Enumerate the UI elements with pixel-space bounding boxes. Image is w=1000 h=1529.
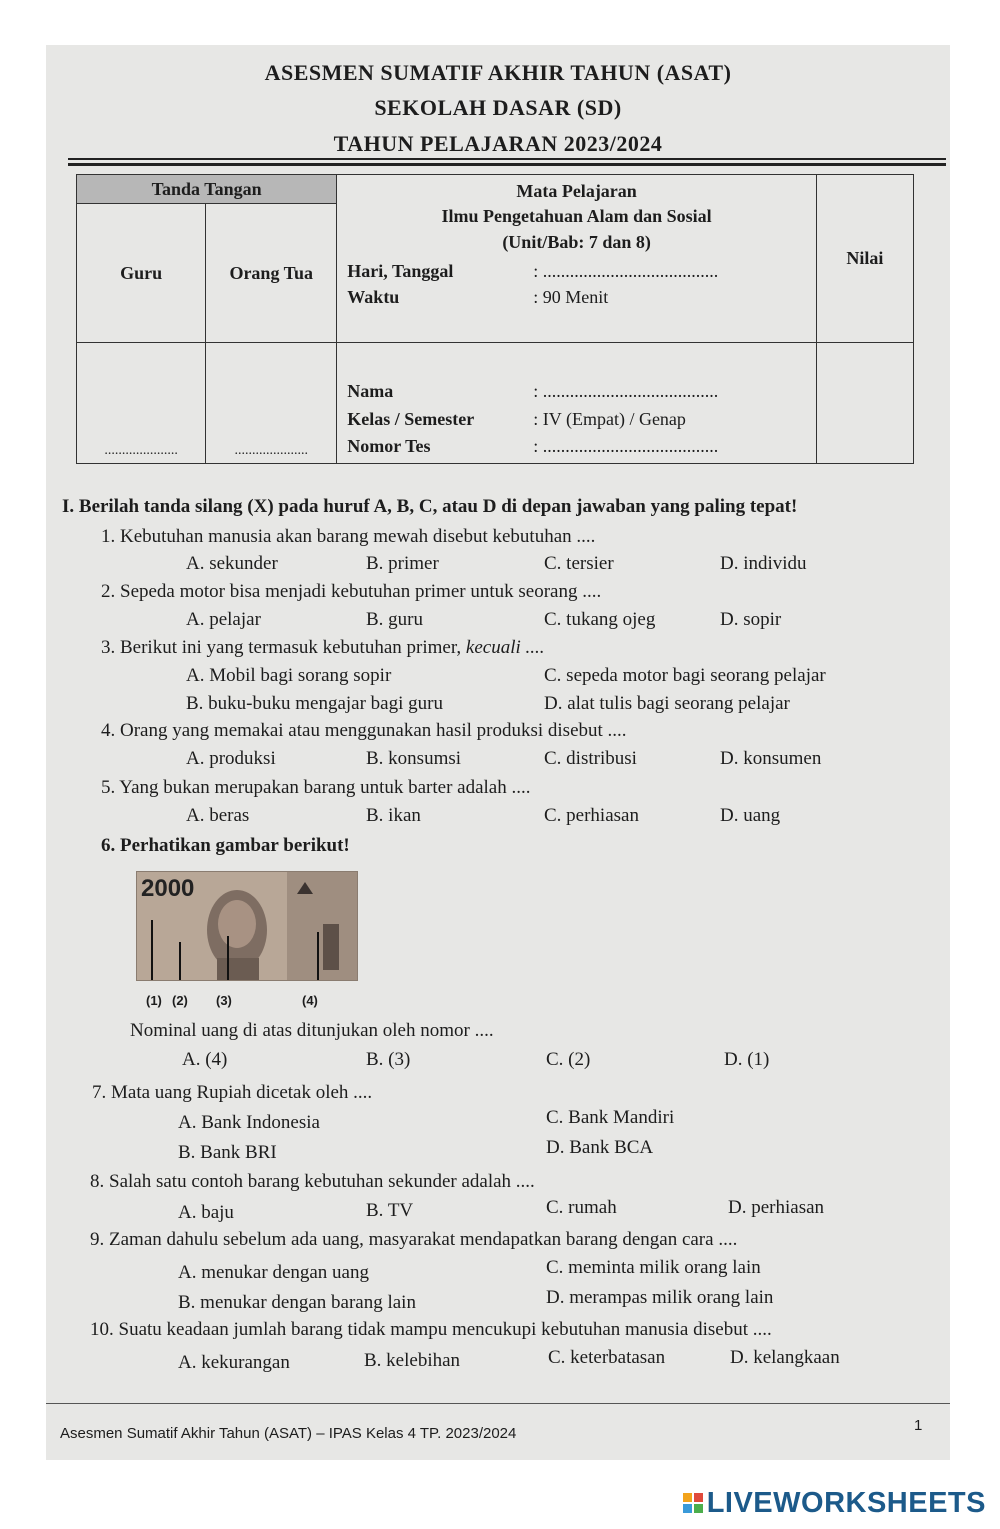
subject-heading: Mata Pelajaran — [516, 181, 637, 201]
q3-option-c[interactable]: C. sepeda motor bagi seorang pelajar — [544, 665, 826, 686]
score-field[interactable] — [816, 343, 913, 464]
q10-option-b[interactable]: B. kelebihan — [364, 1350, 461, 1371]
day-date-field[interactable]: : ....................................... — [533, 261, 719, 281]
banknote-denomination: 2000 — [141, 875, 195, 902]
q7-option-b[interactable]: B. Bank BRI — [178, 1142, 277, 1163]
subject-cell — [337, 175, 817, 343]
test-number-field[interactable]: : ....................................... — [533, 436, 719, 456]
class-semester-label: Kelas / Semester — [347, 409, 475, 429]
question-8: 8. Salah satu contoh barang kebutuhan sekunder adalah .... — [90, 1171, 535, 1192]
question-10: 10. Suatu keadaan jumlah barang tidak mampu mencukupi kebutuhan manusia disebut .... — [90, 1319, 772, 1340]
unit-label: (Unit/Bab: 7 dan 8) — [502, 232, 651, 252]
q3-option-b[interactable]: B. buku-buku mengajar bagi guru — [186, 693, 443, 714]
question-7: 7. Mata uang Rupiah dicetak oleh .... — [92, 1082, 373, 1103]
label-1: (1) — [146, 993, 162, 1008]
q2-option-a[interactable]: A. pelajar — [186, 609, 261, 630]
question-6-stem: Nominal uang di atas ditunjukan oleh nomor .... — [130, 1020, 494, 1041]
q4-option-a[interactable]: A. produksi — [186, 748, 276, 769]
pointer-4 — [317, 932, 319, 980]
pointer-1 — [151, 920, 153, 980]
time-label: Waktu — [347, 287, 400, 307]
q8-option-a[interactable]: A. baju — [178, 1202, 234, 1223]
header-rule-top — [68, 158, 946, 160]
title-line-2: SEKOLAH DASAR (SD) — [374, 95, 622, 120]
q7-option-d[interactable]: D. Bank BCA — [546, 1137, 654, 1158]
worksheet-page — [46, 45, 950, 1460]
day-date-label: Hari, Tanggal — [347, 261, 454, 281]
q9-option-d[interactable]: D. merampas milik orang lain — [546, 1287, 774, 1308]
q8-option-c[interactable]: C. rumah — [546, 1197, 617, 1218]
teacher-signature-field[interactable]: ..................... — [77, 343, 206, 464]
title-line-1: ASESMEN SUMATIF AKHIR TAHUN (ASAT) — [264, 60, 732, 85]
signature-header: Tanda Tangan — [77, 175, 337, 204]
q1-option-d[interactable]: D. individu — [720, 553, 807, 574]
student-info-cell — [337, 343, 817, 464]
q4-option-b[interactable]: B. konsumsi — [366, 748, 462, 769]
q7-option-c[interactable]: C. Bank Mandiri — [546, 1107, 675, 1128]
pointer-2 — [179, 942, 181, 980]
name-label: Nama — [347, 381, 394, 401]
question-5: 5. Yang bukan merupakan barang untuk barter adalah .... — [101, 777, 531, 798]
parent-signature-field[interactable]: ..................... — [206, 343, 337, 464]
test-number-label: Nomor Tes — [347, 436, 431, 456]
q1-option-b[interactable]: B. primer — [366, 553, 439, 574]
q4-option-d[interactable]: D. konsumen — [720, 748, 822, 769]
q8-option-d[interactable]: D. perhiasan — [728, 1197, 825, 1218]
identity-table — [76, 174, 914, 464]
liveworksheets-icon — [683, 1490, 705, 1514]
footer-rule — [46, 1403, 950, 1404]
q4-option-c[interactable]: C. distribusi — [544, 748, 637, 769]
pointer-3 — [227, 936, 229, 980]
q8-option-b[interactable]: B. TV — [366, 1200, 414, 1221]
label-4: (4) — [302, 993, 318, 1008]
q2-option-b[interactable]: B. guru — [366, 609, 423, 630]
section-instruction: I. Berilah tanda silang (X) pada huruf A, B, C, atau D di depan jawaban yang paling tepat! — [62, 496, 798, 517]
q9-option-a[interactable]: A. menukar dengan uang — [178, 1262, 369, 1283]
q10-option-c[interactable]: C. keterbatasan — [548, 1347, 666, 1368]
q1-option-c[interactable]: C. tersier — [544, 553, 614, 574]
time-value: : 90 Menit — [533, 287, 609, 307]
q5-option-d[interactable]: D. uang — [720, 805, 781, 826]
q5-option-a[interactable]: A. beras — [186, 805, 250, 826]
q5-option-b[interactable]: B. ikan — [366, 805, 421, 826]
header-rule-bottom — [68, 163, 946, 166]
q6-option-d[interactable]: D. (1) — [724, 1049, 770, 1070]
q7-option-a[interactable]: A. Bank Indonesia — [178, 1112, 320, 1133]
q2-option-d[interactable]: D. sopir — [720, 609, 782, 630]
question-3-text: 3. Berikut ini yang termasuk kebutuhan primer, — [101, 637, 462, 658]
banknote-image — [136, 871, 358, 981]
q6-option-c[interactable]: C. (2) — [546, 1049, 591, 1070]
q6-option-b[interactable]: B. (3) — [366, 1049, 411, 1070]
q3-option-d[interactable]: D. alat tulis bagi seorang pelajar — [544, 693, 790, 714]
label-2: (2) — [172, 993, 188, 1008]
question-3-emphasis: kecuali .... — [465, 637, 545, 658]
question-1: 1. Kebutuhan manusia akan barang mewah disebut kebutuhan .... — [101, 526, 596, 547]
liveworksheets-text: LIVEWORKSHEETS — [706, 1487, 986, 1519]
q2-option-c[interactable]: C. tukang ojeg — [544, 609, 656, 630]
q3-option-a[interactable]: A. Mobil bagi sorang sopir — [186, 665, 392, 686]
teacher-header: Guru — [77, 204, 206, 343]
q10-option-d[interactable]: D. kelangkaan — [730, 1347, 840, 1368]
q9-option-c[interactable]: C. meminta milik orang lain — [546, 1257, 761, 1278]
page-number: 1 — [914, 1417, 923, 1434]
name-field[interactable]: : ....................................... — [533, 381, 719, 401]
question-4: 4. Orang yang memakai atau menggunakan hasil produksi disebut .... — [101, 720, 627, 741]
question-3 — [101, 637, 545, 659]
class-semester-value: : IV (Empat) / Genap — [533, 409, 686, 429]
question-2: 2. Sepeda motor bisa menjadi kebutuhan primer untuk seorang .... — [101, 581, 602, 602]
title-line-3: TAHUN PELAJARAN 2023/2024 — [333, 131, 663, 156]
score-header: Nilai — [816, 175, 913, 343]
banknote-illustration — [137, 872, 357, 980]
q1-option-a[interactable]: A. sekunder — [186, 553, 278, 574]
q6-option-a[interactable]: A. (4) — [182, 1049, 228, 1070]
parent-header: Orang Tua — [206, 204, 337, 343]
liveworksheets-logo[interactable] — [683, 1487, 986, 1520]
q9-option-b[interactable]: B. menukar dengan barang lain — [178, 1292, 416, 1313]
label-3: (3) — [216, 993, 232, 1008]
subject-name: Ilmu Pengetahuan Alam dan Sosial — [441, 206, 712, 226]
q5-option-c[interactable]: C. perhiasan — [544, 805, 639, 826]
question-6: 6. Perhatikan gambar berikut! — [101, 835, 350, 856]
question-9: 9. Zaman dahulu sebelum ada uang, masyarakat mendapatkan barang dengan cara .... — [90, 1229, 738, 1250]
q10-option-a[interactable]: A. kekurangan — [178, 1352, 290, 1373]
footer-text: Asesmen Sumatif Akhir Tahun (ASAT) – IPAS Kelas 4 TP. 2023/2024 — [60, 1425, 517, 1442]
